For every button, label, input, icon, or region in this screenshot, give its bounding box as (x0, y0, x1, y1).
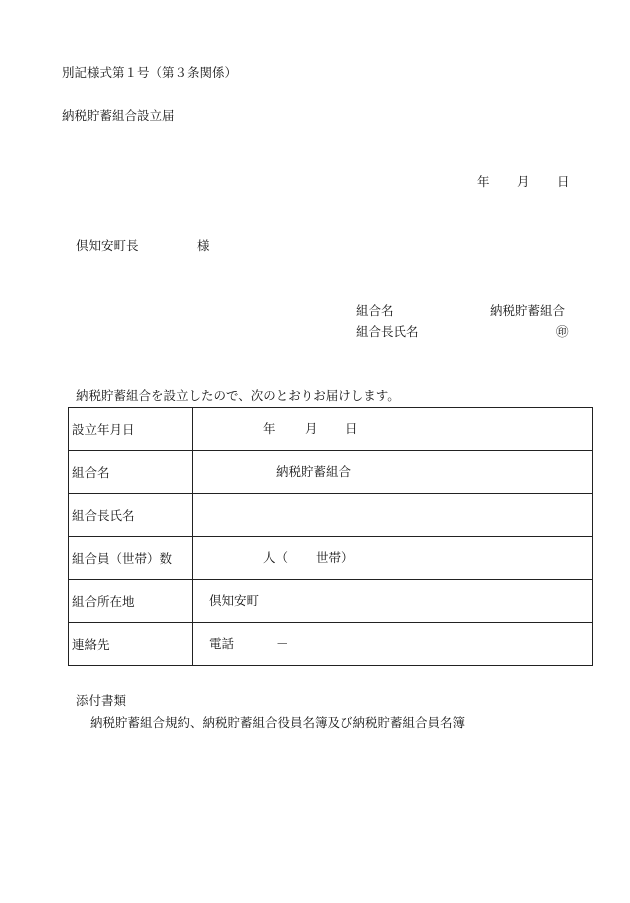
row-label-member-count: 組合員（世帯）数 (69, 537, 193, 580)
row-value-head-name (193, 494, 593, 537)
date-day-label: 日 (557, 174, 570, 189)
date-year-label: 年 (477, 174, 490, 189)
seal-mark: ㊞ (556, 324, 569, 339)
member-count-households-unit: 世帯） (316, 550, 354, 565)
table-row-head-name (69, 494, 593, 537)
org-name-suffix: 納税貯蓄組合 (276, 464, 352, 479)
applicant-org-name-label: 組合名 (356, 303, 394, 318)
table-row-org-address (69, 580, 593, 623)
intro-text: 納税貯蓄組合を設立したので、次のとおりお届けします。 (76, 388, 400, 403)
addressee-honorific: 様 (197, 238, 210, 253)
established-day-label: 日 (345, 421, 358, 436)
date-month-label: 月 (517, 174, 530, 189)
attachments-label: 添付書類 (76, 693, 127, 708)
table-row-member-count (69, 537, 593, 580)
row-value-org-address (193, 580, 593, 623)
form-number-label: 別記様式第１号（第３条関係） (62, 65, 238, 80)
org-address-town: 倶知安町 (209, 593, 260, 608)
row-label-contact: 連絡先 (69, 623, 193, 666)
row-value-contact (193, 623, 593, 666)
applicant-org-name-value: 納税貯蓄組合 (490, 303, 566, 318)
contact-phone-label: 電話 (209, 636, 235, 651)
row-value-org-name (193, 451, 593, 494)
row-value-member-count (193, 537, 593, 580)
established-year-label: 年 (263, 421, 276, 436)
established-month-label: 月 (305, 421, 318, 436)
row-label-head-name: 組合長氏名 (69, 494, 193, 537)
addressee-name: 倶知安町長 (76, 238, 139, 253)
member-count-persons-unit: 人（ (263, 550, 289, 565)
row-label-org-name: 組合名 (69, 451, 193, 494)
registration-info-table (68, 407, 593, 666)
document-title: 納税貯蓄組合設立届 (62, 108, 175, 123)
row-label-established-date: 設立年月日 (69, 408, 193, 451)
applicant-head-name-label: 組合長氏名 (356, 324, 419, 339)
row-value-established-date (193, 408, 593, 451)
table-row-org-name (69, 451, 593, 494)
attachments-list: 納税貯蓄組合規約、納税貯蓄組合役員名簿及び納税貯蓄組合員名簿 (90, 715, 466, 730)
row-label-org-address: 組合所在地 (69, 580, 193, 623)
table-row-established-date (69, 408, 593, 451)
table-row-contact (69, 623, 593, 666)
contact-phone-dash: － (276, 636, 289, 651)
